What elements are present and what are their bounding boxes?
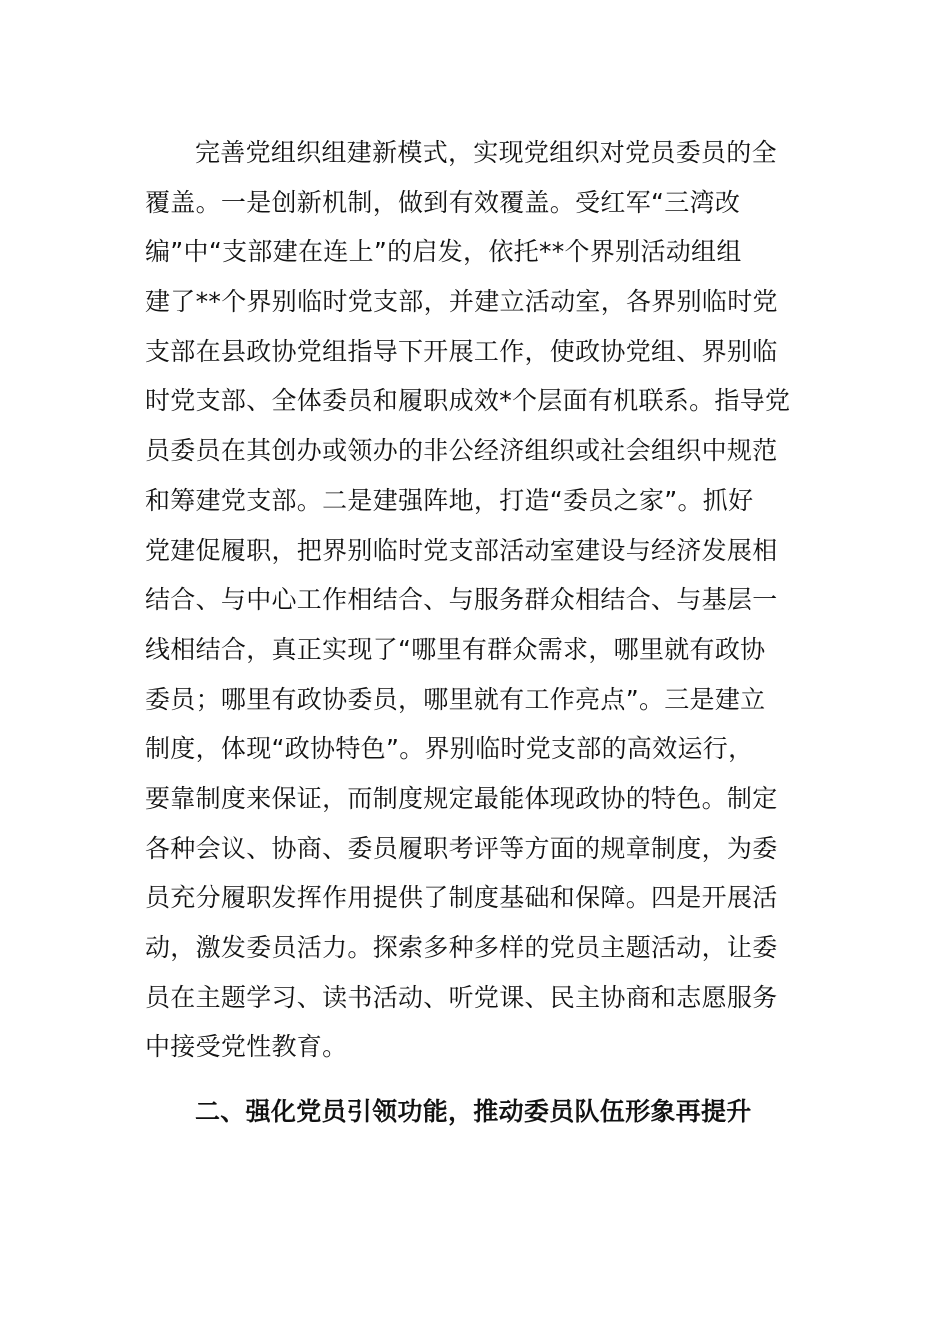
paragraph-line: 编”中“支部建在连上”的启发，依托**个界别活动组组 [145, 237, 742, 267]
paragraph-line: 结合、与中心工作相结合、与服务群众相结合、与基层一 [145, 585, 778, 615]
paragraph-line: 覆盖。一是创新机制，做到有效覆盖。受红军“三湾改 [145, 187, 741, 217]
body-paragraph [145, 128, 810, 1072]
paragraph-line: 支部在县政协党组指导下开展工作，使政协党组、界别临 [145, 336, 778, 366]
paragraph-line: 党建促履职，把界别临时党支部活动室建设与经济发展相 [145, 535, 778, 565]
paragraph-line: 委员；哪里有政协委员，哪里就有工作亮点”。三是建立 [145, 684, 766, 714]
paragraph-line: 员委员在其创办或领办的非公经济组织或社会组织中规范 [145, 436, 778, 466]
paragraph-line: 动，激发委员活力。探索多种多样的党员主题活动，让委 [145, 933, 778, 962]
paragraph-line: 完善党组织组建新模式，实现党组织对党员委员的全 [195, 138, 777, 167]
paragraph-line: 制度，体现“政协特色”。界别临时党支部的高效运行， [145, 734, 754, 764]
paragraph-line: 要靠制度来保证，而制度规定最能体现政协的特色。制定 [145, 783, 778, 813]
paragraph-line: 时党支部、全体委员和履职成效*个层面有机联系。指导党 [145, 386, 791, 416]
paragraph-line: 员充分履职发挥作用提供了制度基础和保障。四是开展活 [145, 883, 778, 913]
paragraph-line: 和筹建党支部。二是建强阵地，打造“委员之家”。抓好 [145, 485, 754, 515]
paragraph-line: 线相结合，真正实现了“哪里有群众需求，哪里就有政协 [145, 634, 766, 664]
paragraph-line: 员在主题学习、读书活动、听党课、民主协商和志愿服务 [145, 982, 778, 1012]
paragraph-line: 中接受党性教育。 [145, 1032, 348, 1062]
paragraph-line: 建了**个界别临时党支部，并建立活动室，各界别临时党 [145, 287, 778, 317]
section-heading: 二、强化党员引领功能，推动委员队伍形象再提升 [195, 1097, 752, 1126]
paragraph-line: 各种会议、协商、委员履职考评等方面的规章制度，为委 [145, 833, 778, 863]
